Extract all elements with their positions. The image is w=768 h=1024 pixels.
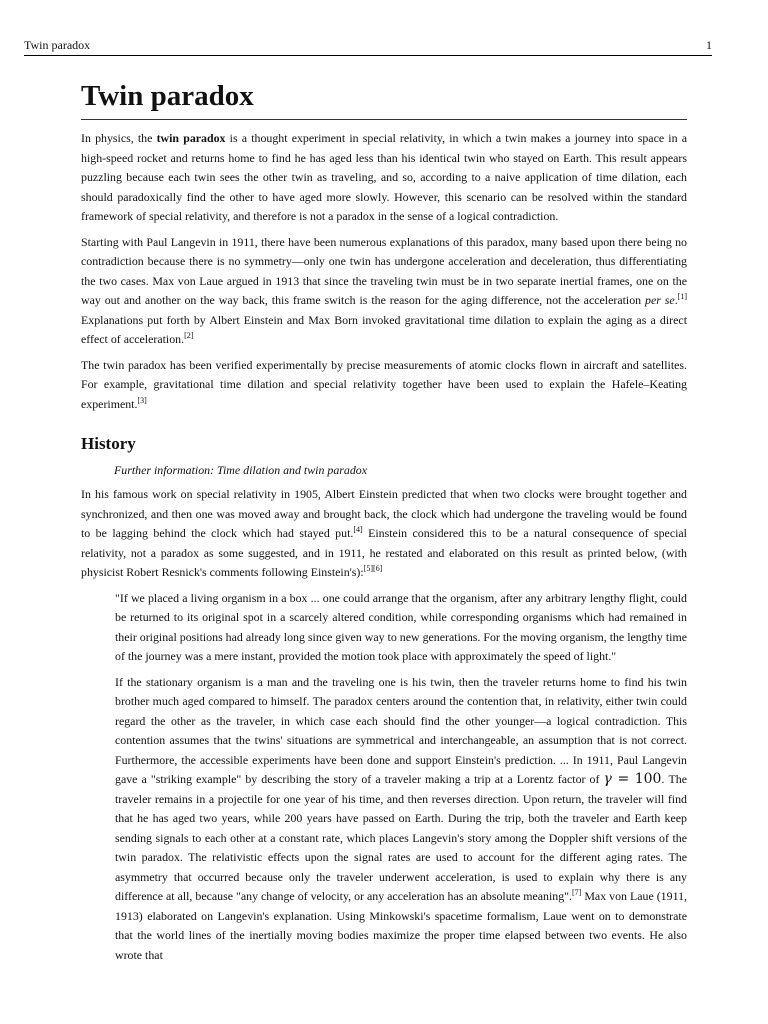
running-header	[24, 38, 712, 56]
quote2-post: Max von Laue (1911, 1913) elaborated on Langevin's explanation. Using Minkowski's spacetime formalism, Laue went on to demonstrate that the world lines of the inertially moving bodies maximize the proper time elapsed between two events. He also wrote that	[115, 889, 687, 962]
intro-p2-italic: per se	[645, 293, 675, 307]
citation-3[interactable]: [3]	[137, 395, 147, 405]
intro-p1-post: is a thought experiment in special relativity, in which a twin makes a journey into space in a high-speed rocket and returns home to find he has aged less than his identical twin who stayed on Earth. This result appears puzzling because each twin sees the other twin as traveling, and so, according to a naive application of time dilation, each should paradoxically find the other to have aged more slowly. However, this scenario can be resolved within the standard framework of special relativity, and therefore is not a paradox in the sense of a logical contradiction.	[81, 131, 687, 223]
intro-p3-text: The twin paradox has been verified experimentally by precise measurements of atomic clocks flown in aircraft and satellites. For example, gravitational time dilation and special relativity together have been used to explain the Hafele–Keating experiment.	[81, 357, 687, 411]
page-number: 1	[706, 38, 712, 52]
intro-p1-pre: In physics, the	[81, 131, 157, 145]
quote2-pre: If the stationary organism is a man and the traveling one is his twin, then the traveler returns home to find his twin brother much aged compared to himself. The paradox centers around the contention that, in relativity, either twin could regard the other as the traveler, in which case each should find the other younger—a logical contradiction. This contention assumes that the twins' situations are symmetrical and interchangeable, an assumption that is not correct. Furthermore, the accessible experiments have been done and support Einstein's prediction. ... In 1911, Paul Langevin gave a "striking example" by describing the story of a traveler making a trip at a Lorentz factor of	[115, 674, 687, 786]
intro-p2-mid: .	[674, 293, 678, 307]
gamma-symbol: γ	[603, 771, 612, 787]
history-paragraph-1	[81, 485, 687, 583]
block-quote-einstein: "If we placed a living organism in a box ... one could arrange that the organism, after any arbitrary lengthy flight, could be returned to its original spot in a scarcely altered condition, while corresponding organisms which had remained in their original positions had already long since given way to new generations. For the moving organism, the lengthy time of the journey was a mere instant, provided the motion took place with approximately the speed of light."	[115, 590, 687, 663]
intro-p1-bold-term: twin paradox	[156, 131, 226, 145]
history-p1-pre: In his famous work on special relativity in 1905, Albert Einstein predicted that when two clocks were brought together and synchronized, and then one was moved away and brought back, the clock which had undergone the traveling would be found to be lagging behind the clock which had stayed put.	[81, 487, 687, 540]
history-heading: History	[81, 434, 136, 453]
citation-7[interactable]: [7]	[572, 888, 582, 898]
intro-paragraph-1	[81, 129, 687, 227]
intro-p2-pre: Starting with Paul Langevin in 1911, there have been numerous explanations of this paradox, many based upon there being no contradiction because there is no symmetry—only one twin has undergone acceleration and deceleration, thus differentiating the two cases. Max von Laue argued in 1913 that since the traveling twin must be in two separate inertial frames, one on the way out and another on the way back, this frame switch is the reason for the aging difference, not the acceleration	[81, 234, 687, 307]
citation-5-6[interactable]: [5][6]	[363, 564, 383, 574]
article-title: Twin paradox	[81, 78, 687, 120]
gamma-value: = 100	[611, 771, 662, 787]
article-content	[81, 78, 687, 965]
further-information-note[interactable]: Further information: Time dilation and twin paradox	[114, 463, 368, 477]
block-quote-resnick	[115, 673, 687, 966]
quote2-mid: . The traveler remains in a projectile for one year of his time, and then reverses direction. Upon return, the traveler will find that he has aged two years, while 200 years have passed on Earth. During the trip, both the traveler and Earth keep sending signals to each other at a constant rate, which places Langevin's story among the Doppler shift versions of the twin paradox. The relativistic effects upon the signal rates are used to account for the different aging rates. The asymmetry that occurred because only the traveler underwent acceleration, is used to explain why there is any difference at all, because "any change of velocity, or any acceleration has an absolute meaning".	[115, 772, 687, 903]
intro-paragraph-3	[81, 356, 687, 415]
citation-2[interactable]: [2]	[184, 331, 194, 341]
intro-paragraph-2	[81, 233, 687, 350]
citation-4[interactable]: [4]	[353, 525, 363, 535]
history-p1-post: Einstein considered this to be a natural consequence of special relativity, not a paradox as some suggested, and in 1911, he restated and elaborated on this result as printed below, (with physicist Robert Resnick's comments following Einstein's):	[81, 526, 687, 579]
citation-1[interactable]: [1]	[677, 292, 687, 302]
running-header-title: Twin paradox	[24, 38, 91, 52]
intro-p2-post: Explanations put forth by Albert Einstein and Max Born invoked gravitational time dilation to explain the aging as a direct effect of acceleration.	[81, 312, 687, 346]
